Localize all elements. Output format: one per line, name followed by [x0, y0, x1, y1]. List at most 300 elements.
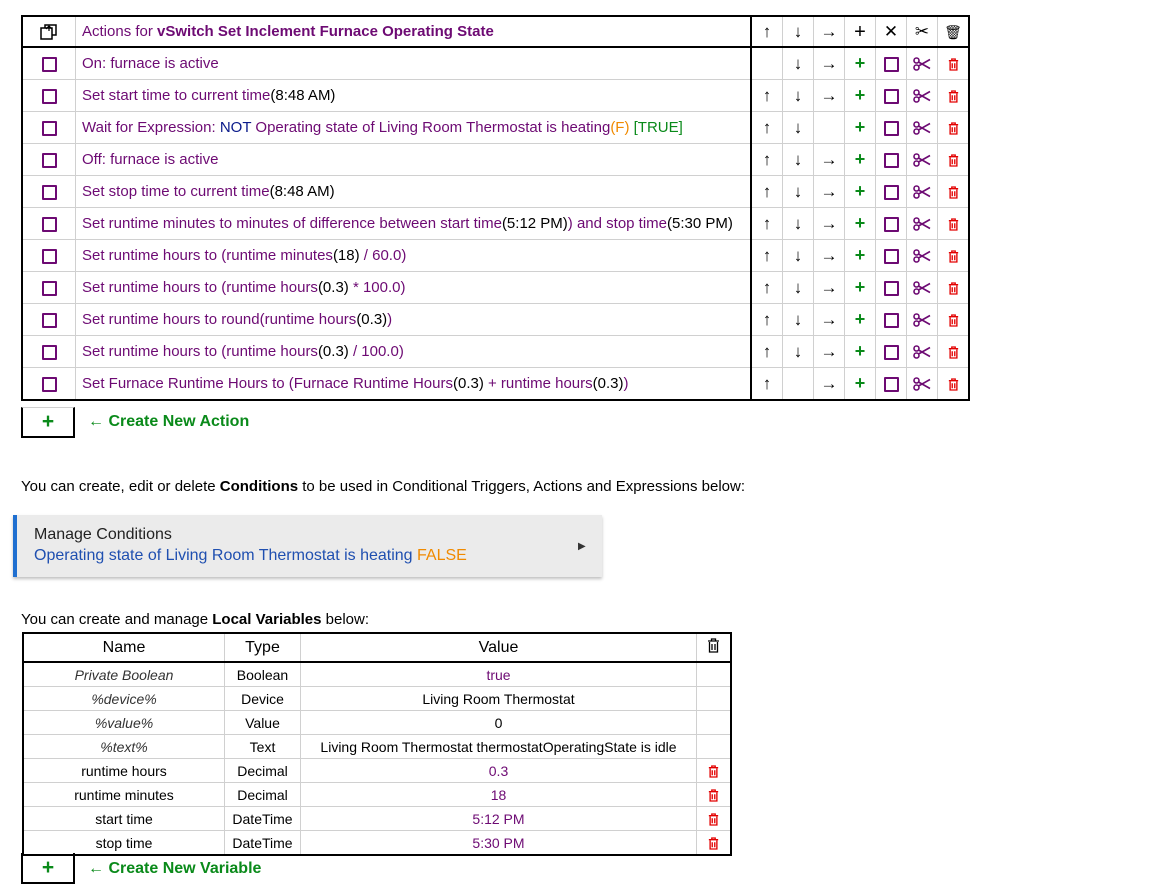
- trash-icon: [948, 218, 959, 231]
- select-action-checkbox[interactable]: [22, 208, 76, 240]
- select-box-button[interactable]: [876, 80, 907, 112]
- select-box-button[interactable]: [876, 304, 907, 336]
- indent-button[interactable]: [814, 304, 845, 336]
- column-header-type: Type: [225, 633, 301, 662]
- action-row: [22, 240, 969, 272]
- arrow-right-icon: →: [820, 278, 838, 297]
- action-text-part: (F): [610, 119, 630, 136]
- delete-variable-button: [697, 687, 732, 711]
- arrow-right-icon: →: [820, 214, 838, 233]
- checkbox-icon: [42, 153, 57, 168]
- move-down-button[interactable]: [783, 176, 814, 208]
- trash-icon: [948, 250, 959, 263]
- select-action-checkbox[interactable]: [22, 176, 76, 208]
- scissors-icon: [913, 345, 931, 359]
- action-text-part: (0.3): [317, 279, 349, 296]
- scissors-icon: [913, 153, 931, 167]
- cut-button[interactable]: [907, 176, 938, 208]
- select-action-checkbox[interactable]: [22, 112, 76, 144]
- move-down-button[interactable]: [783, 208, 814, 240]
- variable-name[interactable]: %value%: [23, 711, 225, 735]
- arrow-up-icon: ↑: [762, 374, 772, 393]
- variable-value[interactable]: 0: [301, 711, 697, 735]
- delete-action-button[interactable]: [938, 144, 970, 176]
- indent-button[interactable]: [814, 144, 845, 176]
- close-icon: ✕: [883, 22, 899, 41]
- insert-action-button[interactable]: [845, 144, 876, 176]
- indent-button[interactable]: [814, 80, 845, 112]
- action-text-part: (0.3): [592, 375, 624, 392]
- action-text-part: Set runtime hours to (runtime hours: [82, 279, 318, 296]
- plus-icon: +: [854, 213, 866, 233]
- indent-button[interactable]: [814, 208, 845, 240]
- action-row: [22, 144, 969, 176]
- action-text-part: Set runtime hours to (runtime minutes: [82, 247, 333, 264]
- arrow-down-icon: ↓: [793, 86, 803, 105]
- move-up-button[interactable]: [751, 176, 783, 208]
- arrow-right-icon: →: [820, 54, 838, 73]
- delete-action-button[interactable]: [938, 304, 970, 336]
- scissors-icon: [913, 217, 931, 231]
- cut-header-button[interactable]: [907, 16, 938, 47]
- variable-row: [23, 807, 731, 831]
- variable-value[interactable]: Living Room Thermostat thermostatOperatingState is idle: [301, 735, 697, 759]
- delete-header-button[interactable]: [938, 16, 970, 47]
- select-box-button[interactable]: [876, 208, 907, 240]
- action-text-part: On: furnace is active: [82, 55, 219, 72]
- action-text[interactable]: [76, 304, 752, 336]
- indent-button[interactable]: [814, 47, 845, 80]
- insert-action-button[interactable]: [845, 336, 876, 368]
- action-text-part: ) and stop time: [567, 215, 668, 232]
- column-header-value: Value: [301, 633, 697, 662]
- action-text-part: ): [623, 375, 629, 392]
- create-new-action-link[interactable]: ← Create New Action: [88, 413, 250, 430]
- action-row: [22, 47, 969, 80]
- deselect-header-button[interactable]: [876, 16, 907, 47]
- move-down-button[interactable]: [783, 144, 814, 176]
- cut-button[interactable]: [907, 112, 938, 144]
- checkbox-icon: [884, 377, 899, 392]
- delete-variable-button: [697, 711, 732, 735]
- delete-action-button[interactable]: [938, 368, 970, 401]
- delete-action-button[interactable]: [938, 80, 970, 112]
- variable-row: [23, 662, 731, 687]
- checkbox-icon: [42, 345, 57, 360]
- copy-actions-button[interactable]: [22, 16, 76, 47]
- action-text-part: NOT: [219, 119, 252, 136]
- select-box-button[interactable]: [876, 368, 907, 401]
- action-text-part: [TRUE]: [629, 119, 683, 136]
- trash-icon: [948, 58, 959, 71]
- checkbox-icon: [884, 185, 899, 200]
- trash-icon: [708, 813, 719, 826]
- select-action-checkbox[interactable]: [22, 80, 76, 112]
- variable-value[interactable]: 18: [301, 783, 697, 807]
- arrow-up-icon: ↑: [762, 118, 772, 137]
- indent-header-button[interactable]: [814, 16, 845, 47]
- plus-icon: +: [854, 53, 866, 73]
- trash-icon: [707, 638, 720, 653]
- insert-action-button[interactable]: [845, 80, 876, 112]
- variable-value[interactable]: 0.3: [301, 759, 697, 783]
- arrow-down-icon: ↓: [793, 22, 803, 41]
- copy-icon: [40, 24, 58, 40]
- delete-action-button[interactable]: [938, 240, 970, 272]
- move-down-button[interactable]: [783, 272, 814, 304]
- action-text-part: (5:30 PM): [667, 215, 733, 232]
- delete-action-button[interactable]: [938, 272, 970, 304]
- variables-intro: [21, 611, 369, 628]
- move-down-button[interactable]: [783, 80, 814, 112]
- action-text-part: (5:12 PM): [501, 215, 568, 232]
- insert-action-button[interactable]: [845, 368, 876, 401]
- arrow-down-icon: ↓: [793, 310, 803, 329]
- select-box-button[interactable]: [876, 336, 907, 368]
- select-box-button[interactable]: [876, 144, 907, 176]
- action-row: [22, 304, 969, 336]
- action-text[interactable]: [76, 208, 752, 240]
- checkbox-icon: [42, 377, 57, 392]
- checkbox-icon: [884, 121, 899, 136]
- action-text[interactable]: [76, 240, 752, 272]
- action-text-part: Set runtime hours to round(runtime hours: [82, 311, 357, 328]
- action-row: [22, 368, 969, 401]
- arrow-right-icon: →: [820, 182, 838, 201]
- variable-type: DateTime: [225, 831, 301, 856]
- cut-button[interactable]: [907, 336, 938, 368]
- trash-icon: 🗑: [944, 23, 962, 40]
- action-text-part: Set stop time to current time: [82, 183, 270, 200]
- plus-icon: +: [854, 309, 866, 329]
- checkbox-icon: [884, 89, 899, 104]
- indent-button[interactable]: [814, 272, 845, 304]
- arrow-down-icon: ↓: [793, 214, 803, 233]
- insert-action-button[interactable]: [845, 176, 876, 208]
- checkbox-icon: [884, 57, 899, 72]
- select-action-checkbox[interactable]: [22, 144, 76, 176]
- checkbox-icon: [42, 249, 57, 264]
- action-text-part: Set runtime minutes to minutes of difference between start time: [82, 215, 502, 232]
- arrow-up-icon: ↑: [762, 310, 772, 329]
- trash-icon: [948, 314, 959, 327]
- variable-type: Decimal: [225, 783, 301, 807]
- trash-icon: [948, 122, 959, 135]
- move-up-button[interactable]: [751, 80, 783, 112]
- delete-variable-button[interactable]: [697, 807, 732, 831]
- action-text[interactable]: [76, 272, 752, 304]
- move-down-button: [783, 368, 814, 401]
- select-action-checkbox[interactable]: [22, 272, 76, 304]
- indent-button[interactable]: [814, 336, 845, 368]
- action-text-part: Wait for Expression:: [82, 119, 220, 136]
- trash-icon: [948, 186, 959, 199]
- variable-value[interactable]: true: [301, 662, 697, 687]
- move-up-button[interactable]: [751, 240, 783, 272]
- action-text[interactable]: [76, 368, 752, 401]
- variable-name[interactable]: start time: [23, 807, 225, 831]
- conditions-intro-pre: You can create, edit or delete: [21, 478, 220, 495]
- delete-action-button[interactable]: [938, 176, 970, 208]
- arrow-up-icon: ↑: [762, 278, 772, 297]
- scissors-icon: [913, 313, 931, 327]
- variables-intro-pre: You can create and manage: [21, 611, 213, 628]
- move-up-button[interactable]: [751, 336, 783, 368]
- scissors-icon: [913, 121, 931, 135]
- variables-header-row: [23, 633, 731, 662]
- action-text-part: + runtime hours: [483, 375, 593, 392]
- select-action-checkbox[interactable]: [22, 47, 76, 80]
- insert-header-button[interactable]: [845, 16, 876, 47]
- action-text-part: (0.3): [452, 375, 484, 392]
- move-down-button[interactable]: [783, 240, 814, 272]
- delete-action-button[interactable]: [938, 47, 970, 80]
- arrow-up-icon: ↑: [762, 342, 772, 361]
- conditions-intro-bold: Conditions: [219, 478, 299, 495]
- insert-action-button[interactable]: [845, 272, 876, 304]
- trash-icon: [948, 378, 959, 391]
- action-text-part: Set start time to current time: [82, 87, 271, 104]
- actions-header-row: [22, 16, 969, 47]
- insert-action-button[interactable]: [845, 112, 876, 144]
- create-action-plus-button[interactable]: [21, 407, 75, 438]
- action-text[interactable]: [76, 176, 752, 208]
- select-action-checkbox[interactable]: [22, 240, 76, 272]
- trash-icon: [948, 90, 959, 103]
- variable-row: [23, 831, 731, 856]
- scissors-icon: ✂: [914, 22, 930, 41]
- action-text-part: (0.3): [317, 343, 349, 360]
- rule-name: vSwitch Set Inclement Furnace Operating State: [157, 23, 494, 40]
- variable-name[interactable]: Private Boolean: [23, 662, 225, 687]
- arrow-down-icon: ↓: [793, 278, 803, 297]
- variable-type: Boolean: [225, 662, 301, 687]
- delete-action-button[interactable]: [938, 208, 970, 240]
- trash-icon: [708, 765, 719, 778]
- trash-icon: [708, 789, 719, 802]
- move-up-button[interactable]: [751, 272, 783, 304]
- plus-icon: +: [854, 85, 866, 105]
- arrow-right-icon: →: [820, 150, 838, 169]
- arrow-right-icon: →: [820, 342, 838, 361]
- select-box-button[interactable]: [876, 176, 907, 208]
- variable-row: [23, 759, 731, 783]
- insert-action-button[interactable]: [845, 304, 876, 336]
- move-up-button[interactable]: [751, 144, 783, 176]
- scissors-icon: [913, 89, 931, 103]
- move-down-button[interactable]: [783, 304, 814, 336]
- plus-icon: +: [41, 855, 55, 879]
- checkbox-icon: [42, 57, 57, 72]
- variable-value[interactable]: 5:12 PM: [301, 807, 697, 831]
- plus-icon: +: [854, 373, 866, 393]
- cut-button[interactable]: [907, 47, 938, 80]
- checkbox-icon: [42, 313, 57, 328]
- indent-button[interactable]: [814, 176, 845, 208]
- action-text[interactable]: [76, 144, 752, 176]
- arrow-down-icon: ↓: [793, 342, 803, 361]
- insert-action-button[interactable]: [845, 208, 876, 240]
- action-text[interactable]: [76, 47, 752, 80]
- variable-type: Text: [225, 735, 301, 759]
- create-variable-row: [21, 853, 261, 884]
- indent-button[interactable]: [814, 240, 845, 272]
- arrow-right-icon: →: [820, 374, 838, 393]
- create-variable-plus-button[interactable]: [21, 853, 75, 884]
- variable-name[interactable]: runtime minutes: [23, 783, 225, 807]
- variable-row: [23, 783, 731, 807]
- action-text[interactable]: [76, 112, 752, 144]
- checkbox-icon: [42, 89, 57, 104]
- arrow-up-icon: ↑: [762, 150, 772, 169]
- arrow-down-icon: ↓: [793, 182, 803, 201]
- variable-name[interactable]: %device%: [23, 687, 225, 711]
- manage-conditions-button[interactable]: [13, 515, 602, 577]
- delete-variable-button[interactable]: [697, 783, 732, 807]
- action-text-part: (18): [332, 247, 360, 264]
- trash-icon: [948, 282, 959, 295]
- delete-variables-header-button[interactable]: [697, 633, 732, 662]
- cut-button[interactable]: [907, 240, 938, 272]
- action-row: [22, 336, 969, 368]
- action-row: [22, 80, 969, 112]
- action-row: [22, 112, 969, 144]
- move-up-button[interactable]: [751, 368, 783, 401]
- actions-title-prefix: Actions for: [82, 23, 158, 40]
- delete-action-button[interactable]: [938, 112, 970, 144]
- cut-button[interactable]: [907, 208, 938, 240]
- action-text-part: ): [387, 311, 393, 328]
- variable-type: Decimal: [225, 759, 301, 783]
- arrow-down-icon: ↓: [793, 246, 803, 265]
- column-header-name: Name: [23, 633, 225, 662]
- action-text-part: / 100.0): [348, 343, 404, 360]
- action-text-part: Off: furnace is active: [82, 151, 219, 168]
- select-box-button[interactable]: [876, 112, 907, 144]
- cut-button[interactable]: [907, 368, 938, 401]
- arrow-right-icon: →: [820, 246, 838, 265]
- arrow-up-icon: ↑: [762, 246, 772, 265]
- create-action-row: [21, 407, 249, 437]
- checkbox-icon: [884, 217, 899, 232]
- move-down-button[interactable]: [783, 47, 814, 80]
- plus-icon: +: [854, 20, 866, 43]
- action-text-part: (0.3): [356, 311, 388, 328]
- indent-button[interactable]: [814, 368, 845, 401]
- conditions-intro-post: to be used in Conditional Triggers, Actions and Expressions below:: [298, 478, 746, 495]
- cut-button[interactable]: [907, 304, 938, 336]
- indent-button: [814, 112, 845, 144]
- select-box-button[interactable]: [876, 240, 907, 272]
- action-text-part: * 100.0): [348, 279, 406, 296]
- create-new-variable-link[interactable]: ← Create New Variable: [88, 859, 262, 877]
- action-row: [22, 208, 969, 240]
- scissors-icon: [913, 249, 931, 263]
- cut-button[interactable]: [907, 272, 938, 304]
- variable-name[interactable]: stop time: [23, 831, 225, 856]
- select-action-checkbox[interactable]: [22, 336, 76, 368]
- actions-title: [76, 16, 752, 47]
- action-text-part: (8:48 AM): [269, 183, 335, 200]
- move-up-button: [751, 47, 783, 80]
- plus-icon: +: [854, 117, 866, 137]
- manage-conditions-title: Manage Conditions: [34, 526, 172, 543]
- variable-row: [23, 735, 731, 759]
- scissors-icon: [913, 281, 931, 295]
- trash-icon: [948, 154, 959, 167]
- condition-summary: [34, 547, 467, 565]
- variable-type: Device: [225, 687, 301, 711]
- cut-button[interactable]: [907, 144, 938, 176]
- variables-intro-bold: Local Variables: [212, 611, 322, 628]
- select-action-checkbox[interactable]: [22, 304, 76, 336]
- select-box-button[interactable]: [876, 47, 907, 80]
- actions-table: [21, 15, 970, 401]
- move-up-header-button[interactable]: [751, 16, 783, 47]
- action-text[interactable]: [76, 80, 752, 112]
- move-down-header-button[interactable]: [783, 16, 814, 47]
- delete-variable-button[interactable]: [697, 759, 732, 783]
- move-down-button[interactable]: [783, 112, 814, 144]
- variable-type: Value: [225, 711, 301, 735]
- arrow-right-icon: →: [820, 310, 838, 329]
- variable-row: [23, 687, 731, 711]
- insert-action-button[interactable]: [845, 47, 876, 80]
- delete-variable-button[interactable]: [697, 831, 732, 856]
- variable-row: [23, 711, 731, 735]
- checkbox-icon: [884, 313, 899, 328]
- condition-state: FALSE: [417, 547, 467, 564]
- plus-icon: +: [41, 409, 55, 433]
- select-box-button[interactable]: [876, 272, 907, 304]
- checkbox-icon: [42, 121, 57, 136]
- checkbox-icon: [884, 345, 899, 360]
- variable-value[interactable]: 5:30 PM: [301, 831, 697, 856]
- delete-variable-button: [697, 662, 732, 687]
- arrow-right-icon: →: [820, 86, 838, 105]
- move-up-button[interactable]: [751, 304, 783, 336]
- action-row: [22, 272, 969, 304]
- move-up-button[interactable]: [751, 112, 783, 144]
- action-row: [22, 176, 969, 208]
- variable-name[interactable]: runtime hours: [23, 759, 225, 783]
- variables-intro-post: below:: [321, 611, 370, 628]
- action-text-part: Set runtime hours to (runtime hours: [82, 343, 318, 360]
- variable-value[interactable]: Living Room Thermostat: [301, 687, 697, 711]
- arrow-down-icon: ↓: [793, 54, 803, 73]
- action-text[interactable]: [76, 336, 752, 368]
- scissors-icon: [913, 57, 931, 71]
- action-text-part: (8:48 AM): [270, 87, 336, 104]
- plus-icon: +: [854, 245, 866, 265]
- delete-variable-button: [697, 735, 732, 759]
- move-down-button[interactable]: [783, 336, 814, 368]
- local-variables-table: [22, 632, 732, 856]
- move-up-button[interactable]: [751, 208, 783, 240]
- arrow-up-icon: ↑: [762, 22, 772, 41]
- checkbox-icon: [42, 217, 57, 232]
- select-action-checkbox[interactable]: [22, 368, 76, 401]
- insert-action-button[interactable]: [845, 240, 876, 272]
- scissors-icon: [913, 185, 931, 199]
- arrow-down-icon: ↓: [793, 150, 803, 169]
- variable-name[interactable]: %text%: [23, 735, 225, 759]
- scissors-icon: [913, 377, 931, 391]
- arrow-up-icon: ↑: [762, 214, 772, 233]
- plus-icon: +: [854, 277, 866, 297]
- cut-button[interactable]: [907, 80, 938, 112]
- delete-action-button[interactable]: [938, 336, 970, 368]
